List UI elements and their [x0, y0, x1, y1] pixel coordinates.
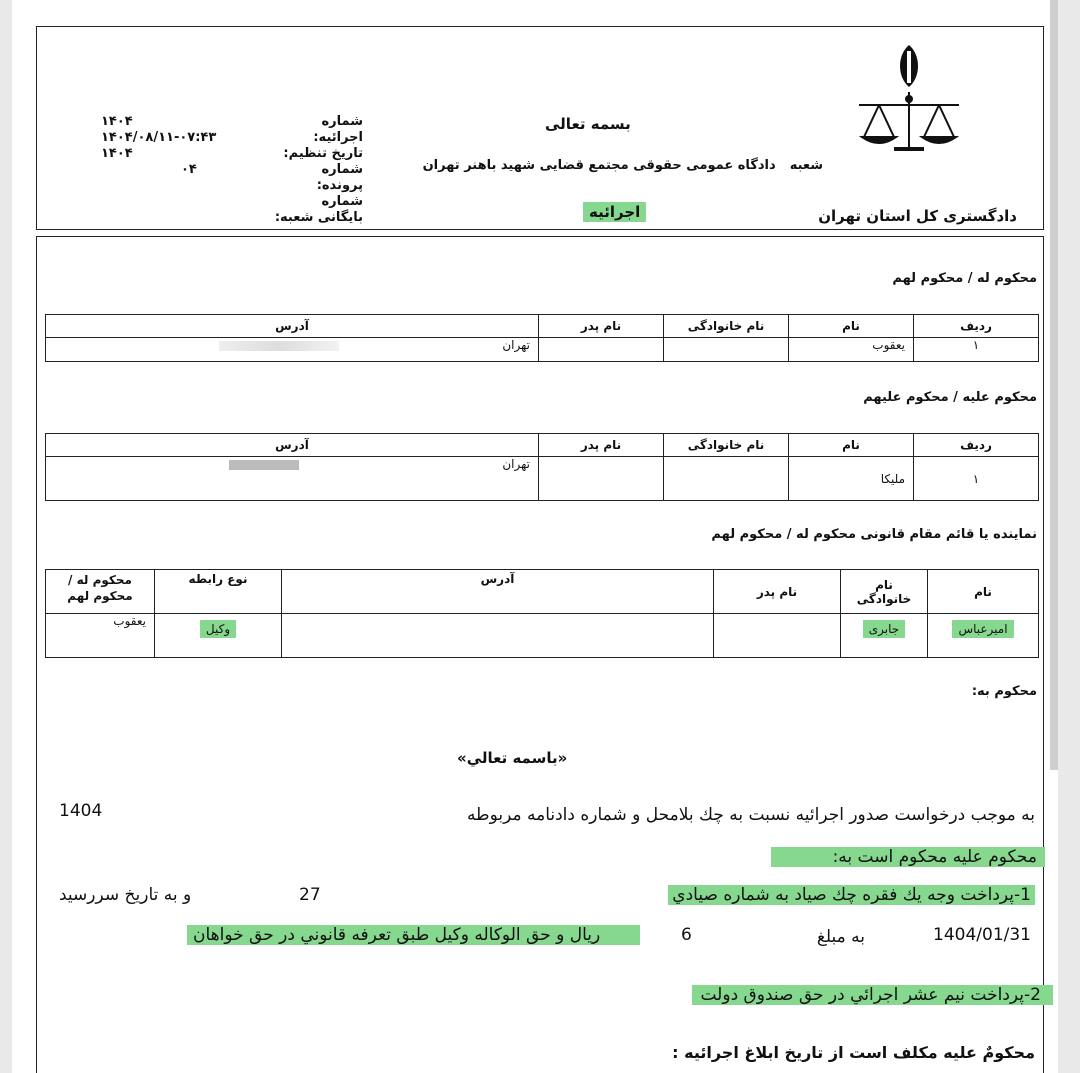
meta-label: تاریخ تنظیم:	[283, 146, 363, 161]
ministry-title: دادگستری کل استان تهران	[818, 207, 1017, 225]
table-row	[46, 457, 1039, 501]
rep-family: جابری	[863, 620, 905, 638]
header-family: نام خانوادگی	[841, 570, 928, 614]
header-family: نام خانوادگی	[664, 315, 789, 338]
section-title-defendant: محکوم علیه / محکوم علیهم	[863, 390, 1037, 405]
judgment-line-1-number: 1404	[59, 801, 103, 821]
cell-index: ۱	[914, 457, 1039, 501]
cell-family	[664, 338, 789, 362]
judgment-line-4d: ريال و حق الوكاله وكيل طبق تعرفه قانوني در حق خواهان	[187, 925, 640, 945]
cell-family	[664, 457, 789, 501]
redacted-area	[219, 341, 339, 351]
meta-label: شماره بایگانی شعبه:	[274, 194, 363, 225]
table-row	[46, 338, 1039, 362]
body-box	[36, 236, 1044, 1073]
table-row	[46, 614, 1039, 658]
cell-address	[46, 338, 539, 362]
header-father: نام پدر	[539, 315, 664, 338]
table-header-row	[46, 570, 1039, 614]
address-text: تهران	[502, 338, 530, 352]
header-index: ردیف	[914, 434, 1039, 457]
cell-family	[841, 614, 928, 658]
header-address: آدرس	[46, 315, 539, 338]
cell-address	[46, 457, 539, 501]
judgment-line-4b: به مبلغ	[816, 927, 865, 947]
header-address: آدرس	[46, 434, 539, 457]
cell-relation	[155, 614, 282, 658]
cell-name: ملیکا	[789, 457, 914, 501]
document-page	[12, 0, 1058, 1073]
meta-label: شماره اجرائیه:	[313, 114, 363, 145]
meta-value-archive-number: ۰۴	[181, 162, 197, 177]
defendant-table	[45, 433, 1039, 501]
meta-value-exec-number: ۱۴۰۴	[101, 114, 133, 129]
judgment-line-4c: 6	[681, 925, 692, 945]
header-relation: نوع رابطه	[155, 570, 282, 614]
header-party: محکوم له / محکوم لهم	[46, 570, 155, 614]
judgment-line-4a: 1404/01/31	[933, 925, 1031, 945]
header-name: نام	[789, 434, 914, 457]
judgment-line-6: محکومٌ علیه مکلف است از تاریخ ابلاغ اجرائیه :	[672, 1043, 1035, 1062]
header-address: آدرس	[282, 570, 714, 614]
court-name: دادگاه عمومی حقوقی مجتمع قضایی شهید باهنر تهران	[422, 158, 776, 173]
cell-index: ۱	[914, 338, 1039, 362]
court-prefix: شعبه	[789, 158, 823, 173]
cell-name	[928, 614, 1039, 658]
meta-value-date: ۱۴۰۴/۰۸/۱۱-۰۷:۴۳	[101, 130, 217, 145]
judgment-line-5: 2-پرداخت نيم عشر اجرائي در حق صندوق دولت	[692, 985, 1053, 1005]
judiciary-emblem-icon	[839, 37, 979, 157]
meta-values	[101, 114, 271, 178]
judgment-besm: «باسمه تعالي»	[457, 749, 568, 767]
cell-father	[539, 457, 664, 501]
document-type-badge: اجرائیه	[583, 202, 646, 222]
cell-father	[539, 338, 664, 362]
meta-label: شماره پرونده:	[316, 162, 363, 193]
scrollbar[interactable]	[1050, 0, 1058, 770]
table-header-row	[46, 434, 1039, 457]
table-header-row	[46, 315, 1039, 338]
header-name: نام	[789, 315, 914, 338]
header-name: نام	[928, 570, 1039, 614]
besm-title: بسمه تعالی	[545, 115, 631, 133]
judgment-line-3a	[668, 885, 1035, 905]
cell-party: یعقوب	[46, 614, 155, 658]
rep-relation: وکیل	[200, 620, 236, 638]
judgment-label: محکوم به:	[971, 684, 1037, 699]
judgment-line-3b: 27	[299, 885, 321, 905]
header-index: ردیف	[914, 315, 1039, 338]
rep-name: امیرعباس	[952, 620, 1013, 638]
meta-value-case-number: ۱۴۰۴	[101, 146, 133, 161]
header-father: نام پدر	[539, 434, 664, 457]
header-father: نام پدر	[714, 570, 841, 614]
section-title-representative: نماینده یا قائم مقام قانونی محکوم له / محکوم لهم	[711, 527, 1037, 542]
judgment-line-2: محكوم عليه محكوم است به:	[771, 847, 1045, 867]
court-title	[423, 158, 823, 173]
cell-name: یعقوب	[789, 338, 914, 362]
address-text: تهران	[502, 457, 530, 471]
redacted-area	[229, 460, 299, 470]
cell-father	[714, 614, 841, 658]
header-family: نام خانوادگی	[664, 434, 789, 457]
representative-table	[45, 569, 1039, 658]
line3-text: 1-پرداخت وجه يك فقره چك صياد به شماره صيادي	[668, 885, 1035, 905]
section-title-plaintiff: محکوم له / محکوم لهم	[892, 271, 1037, 286]
header-box	[36, 26, 1044, 230]
plaintiff-table	[45, 314, 1039, 362]
cell-address	[282, 614, 714, 658]
judgment-line-3c: و به تاريخ سررسيد	[59, 885, 192, 905]
judgment-line-1: به موجب درخواست صدور اجرائيه نسبت به چك بلامحل و شماره دادنامه مربوطه	[466, 805, 1035, 825]
meta-labels	[273, 114, 363, 226]
